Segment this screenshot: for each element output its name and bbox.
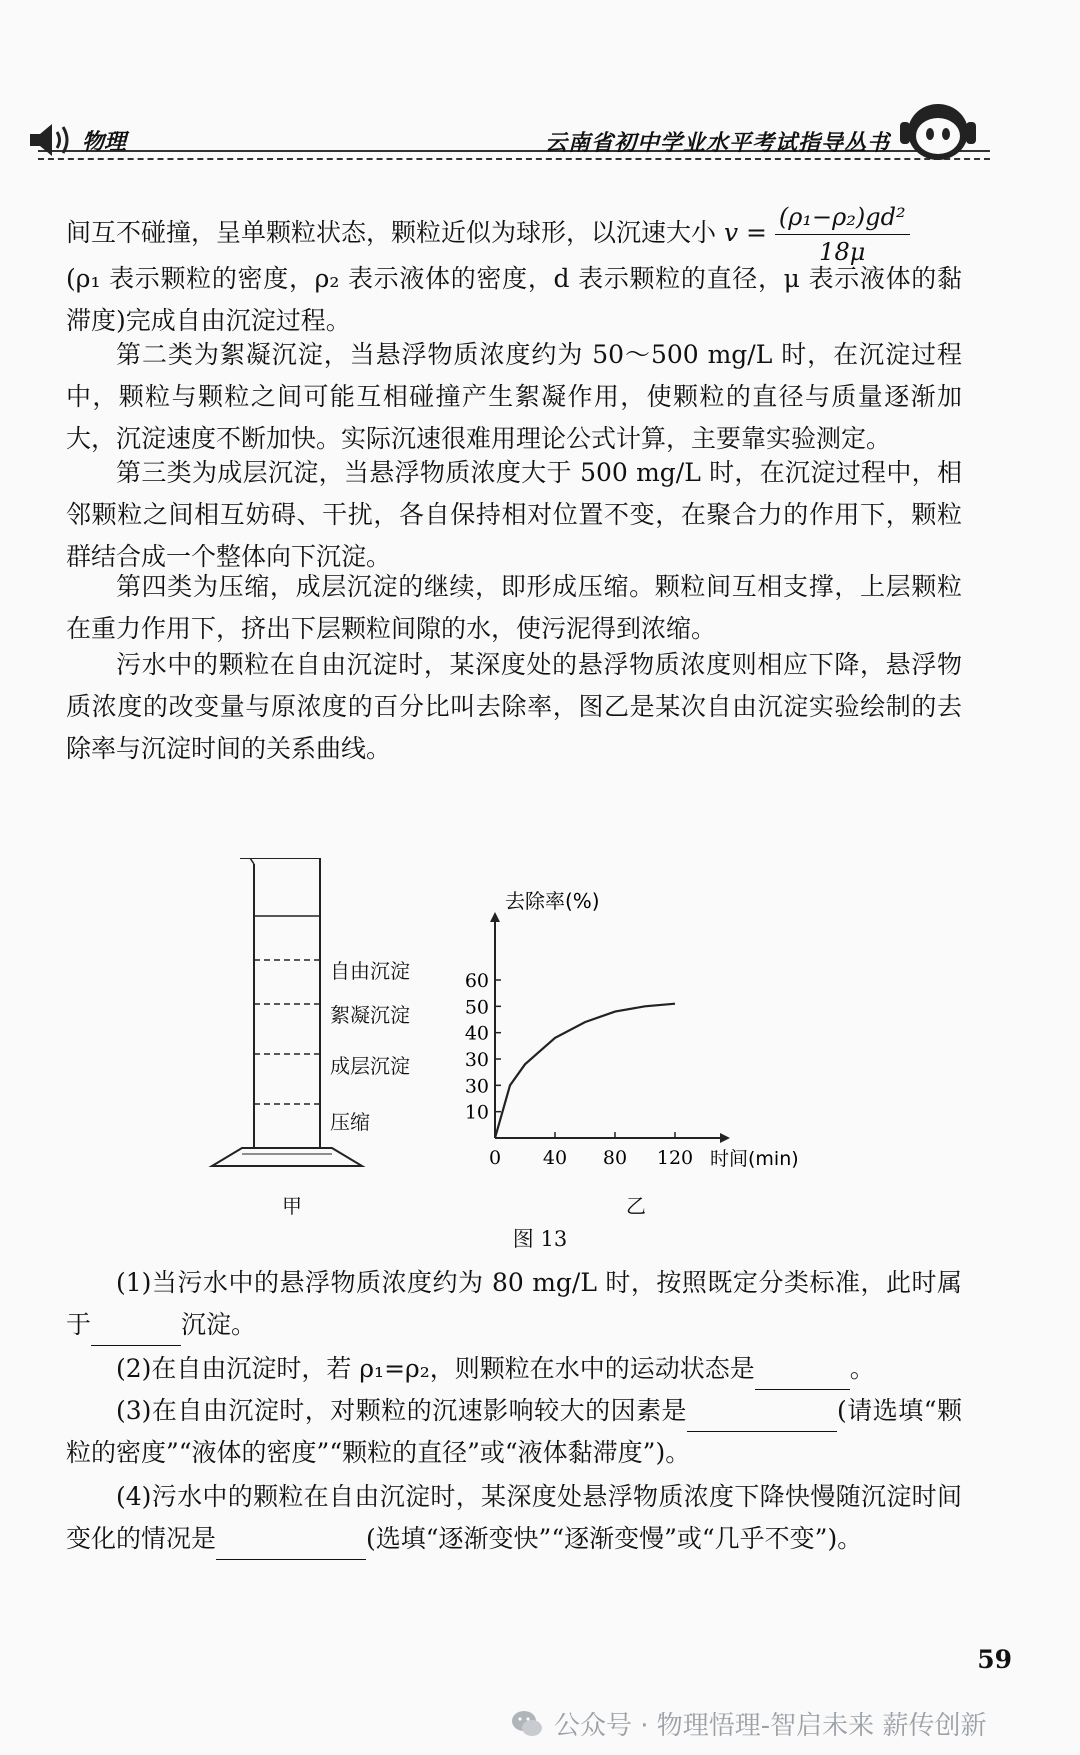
- chart-ticks: [465, 970, 693, 1169]
- y-tick-label: 60: [464, 970, 489, 992]
- figure-caption: 图 13: [512, 1227, 568, 1251]
- header-dashed-rule: [38, 158, 990, 160]
- x-tick-label: 0: [488, 1147, 502, 1169]
- question-1-blank[interactable]: [91, 1318, 181, 1346]
- equals-sign: =: [738, 218, 775, 247]
- question-3: [66, 1390, 962, 1474]
- question-4-blank[interactable]: [216, 1532, 366, 1560]
- question-4-suffix: (选填“逐渐变快”“逐渐变慢”或“几乎不变”)。: [366, 1524, 863, 1553]
- figure-yi-chart: [455, 880, 815, 1180]
- label-free-settling: 自由沉淀: [330, 959, 410, 983]
- formula-denominator: 18μ: [819, 238, 866, 266]
- paragraph-3: 第三类为成层沉淀，当悬浮物质浓度大于 500 mg/L 时，在沉淀过程中，相邻颗粒之间相互妨碍、干扰，各自保持相对位置不变，在聚合力的作用下，颗粒群结合成一个整体向下沉淀。: [66, 458, 962, 571]
- question-2-text: (2)在自由沉淀时，若 ρ₁=ρ₂，则颗粒在水中的运动状态是: [116, 1354, 755, 1383]
- removal-rate-curve: [495, 1004, 675, 1138]
- question-3-suffix: (请选填“颗粒的密度”“液体的密度”“颗粒的直径”或“液体黏滞度”)。: [66, 1396, 962, 1467]
- chart-axes: [490, 912, 730, 1143]
- y-tick-label: 30: [464, 1075, 489, 1098]
- question-4-text: (4)污水中的颗粒在自由沉淀时，某深度处悬浮物质浓度下降快慢随沉淀时间变化的情况是: [66, 1482, 962, 1553]
- paragraph-2: 第二类为絮凝沉淀，当悬浮物质浓度约为 50～500 mg/L 时，在沉淀过程中，颗粒与颗粒之间可能互相碰撞产生絮凝作用，使颗粒的直径与质量逐渐加大，沉淀速度不断加快。实际沉速很难用理论公式计算，主要靠实验测定。: [66, 340, 962, 453]
- question-1-text: (1)当污水中的悬浮物质浓度约为 80 mg/L 时，按照既定分类标准，此时属于: [66, 1268, 962, 1339]
- speaker-icon: [30, 122, 76, 158]
- paragraph-1-text: 间互不碰撞，呈单颗粒状态，颗粒近似为球形，以沉速大小: [66, 218, 724, 247]
- question-2-blank[interactable]: [755, 1362, 850, 1390]
- velocity-symbol: v: [723, 218, 739, 247]
- wechat-icon: [510, 1707, 544, 1741]
- mascot-logo-icon: [896, 98, 980, 162]
- header-left: [30, 122, 126, 158]
- page-header: [30, 98, 990, 176]
- y-tick-label: 50: [464, 996, 489, 1019]
- label-compression: 压缩: [330, 1110, 370, 1134]
- x-tick-label: 120: [656, 1147, 694, 1169]
- page-number: 59: [977, 1645, 1012, 1674]
- paragraph-4: 第四类为压缩，成层沉淀的继续，即形成压缩。颗粒间互相支撑，上层颗粒在重力作用下，挤出下层颗粒间隙的水，使污泥得到浓缩。: [66, 572, 962, 643]
- question-3-blank[interactable]: [687, 1404, 837, 1432]
- header-series-title: 云南省初中学业水平考试指导丛书: [544, 131, 890, 156]
- y-tick-label: 30: [464, 1049, 489, 1071]
- question-4: [66, 1476, 962, 1560]
- chart-y-axis-label: 去除率(%): [505, 889, 600, 913]
- formula-numerator: (ρ₁−ρ₂)gd²: [775, 200, 910, 235]
- watermark-text: 公众号 · 物理悟理-智启未来 薪传创新: [554, 1711, 987, 1741]
- x-tick-label: 80: [602, 1147, 628, 1169]
- x-tick-label: 40: [542, 1147, 568, 1169]
- x-axis-arrow-icon: [720, 1133, 730, 1143]
- question-3-text: (3)在自由沉淀时，对颗粒的沉速影响较大的因素是: [116, 1396, 688, 1425]
- y-tick-label: 10: [464, 1101, 489, 1124]
- question-1-suffix: 沉淀。: [181, 1310, 257, 1339]
- label-flocculent-settling: 絮凝沉淀: [330, 1003, 410, 1027]
- paragraph-1-continued: (ρ₁ 表示颗粒的密度，ρ₂ 表示液体的密度，d 表示颗粒的直径，μ 表示液体的黏滞度)完成自由沉淀过程。: [66, 264, 962, 335]
- question-1: [66, 1262, 962, 1346]
- chart-x-axis-label: 时间(min): [710, 1148, 799, 1170]
- figure-yi-name: 乙: [626, 1194, 646, 1218]
- question-2: [66, 1348, 962, 1390]
- label-zone-settling: 成层沉淀: [330, 1054, 410, 1078]
- y-axis-arrow-icon: [490, 912, 500, 922]
- y-tick-label: 40: [464, 1022, 489, 1045]
- header-subject: 物理: [82, 129, 127, 155]
- question-2-suffix: 。: [849, 1354, 875, 1383]
- watermark: [510, 1705, 986, 1742]
- paragraph-5: 污水中的颗粒在自由沉淀时，某深度处的悬浮物质浓度则相应下降，悬浮物质浓度的改变量与原浓度的百分比叫去除率，图乙是某次自由沉淀实验绘制的去除率与沉淀时间的关系曲线。: [66, 650, 962, 763]
- figure-jia-name: 甲: [282, 1194, 302, 1218]
